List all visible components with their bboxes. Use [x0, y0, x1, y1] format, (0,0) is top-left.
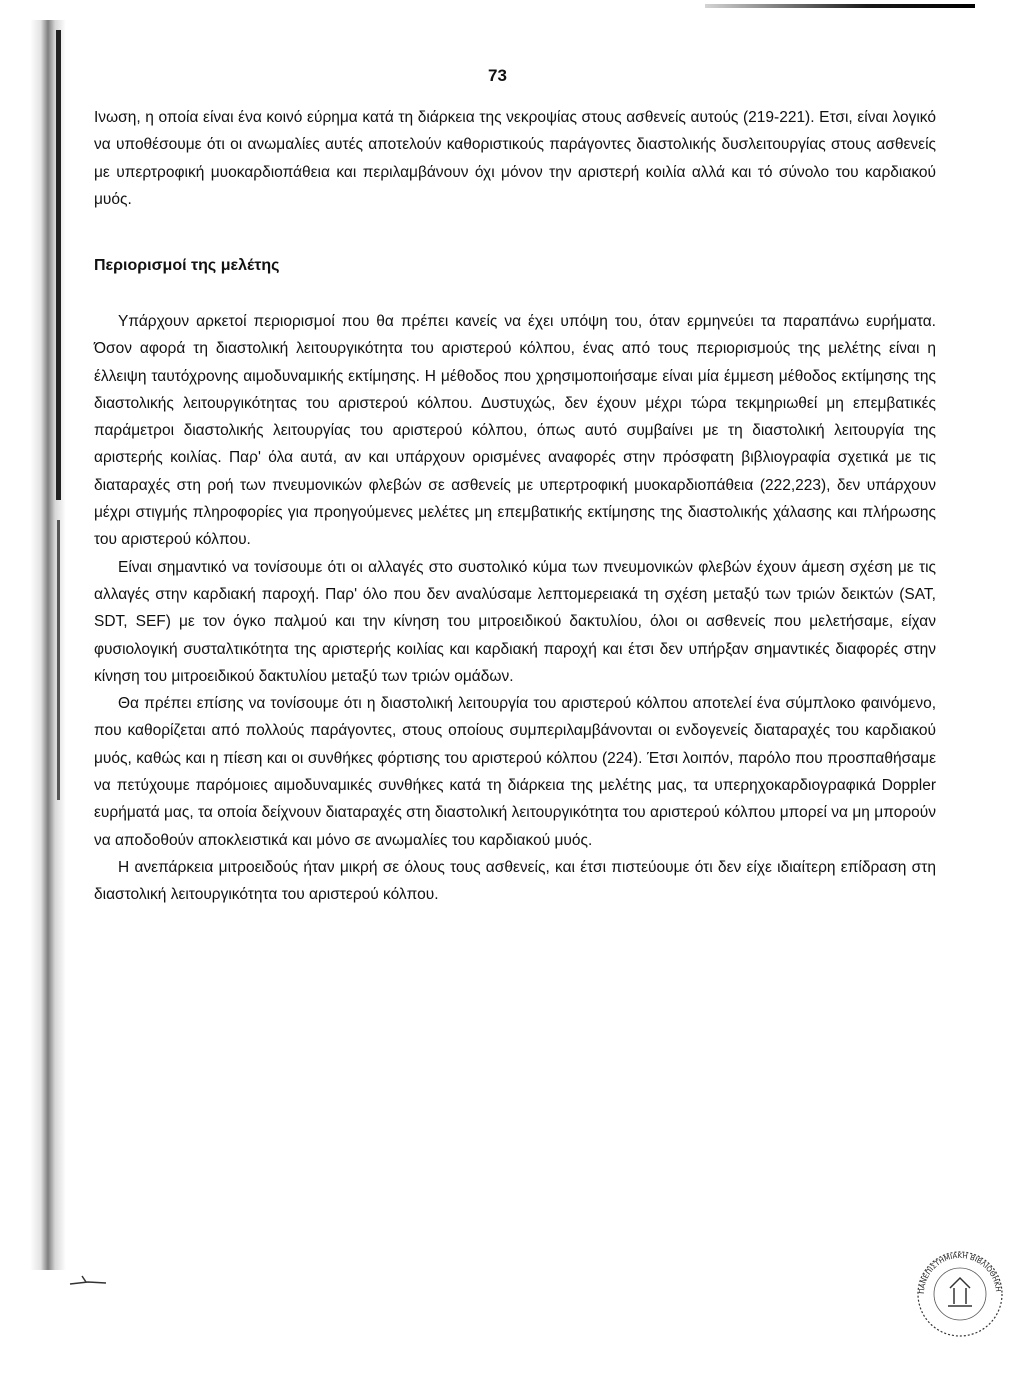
- paragraph-4: Η ανεπάρκεια μιτροειδούς ήταν μικρή σε όλους τους ασθενείς, και έτσι πιστεύουμε ότι δεν είχε ιδιαίτερη επίδραση στη διαστολική λειτουργικότητα του αριστερού κόλπου.: [94, 858, 936, 904]
- binding-line-lower: [57, 520, 60, 800]
- paragraph-2: Είναι σημαντικό να τονίσουμε ότι οι αλλαγές στο συστολικό κύμα των πνευμονικών φλεβών έχουν άμεση σχέση με τις αλλαγές στην καρδιακή παροχή. Παρ' όλο που δεν αναλύσαμε λεπτομερειακά τη σχέση μεταξύ των τριών δεικτών (SAT, SDT, SEF) με τον όγκο παλμού και την κίνηση του μιτροειδικού δακτυλίου, όλοι οι ασθενείς που μελετήσαμε, είχαν φυσιολογική συσταλτικότητα της αριστερής κοιλίας και καρδιακή παροχή και έτσι δεν υπήρξαν σημαντικές διαφορές στην κίνηση του μιτροειδικού δακτυλίου μεταξύ των τριών ομάδων.: [94, 558, 936, 685]
- corner-scan-mark: [68, 1270, 108, 1290]
- paragraph-text: Ινωση, η οποία είναι ένα κοινό εύρημα κατά τη διάρκεια της νεκροψίας στους ασθενείς αυτούς (219-221). Ετσι, είναι λογικό να υποθέσουμε ότι οι ανωμαλίες αυτές αποτελούν καθοριστικούς παράγοντες διαστολικής δυσλειτουργίας στους ασθενείς με υπερτροφική μυοκαρδιοπάθεια και περιλαμβάνουν όχι μόνον την αριστερή κοιλία αλλά και τό σύνολο του καρδιακού μυός.: [94, 109, 936, 208]
- stamp-text: ΠΑΝΕΠΙΣΤΗΜΙΑΚΗ ΒΙΒΛΙΟΘΗΚΗ: [917, 1251, 1002, 1295]
- section-heading: Περιορισμοί της μελέτης: [94, 257, 280, 274]
- library-stamp: [914, 1248, 1006, 1340]
- top-scan-rule: [705, 4, 975, 8]
- page-number: 73: [488, 66, 507, 85]
- section-body: [94, 308, 936, 909]
- opening-paragraph: [94, 104, 936, 213]
- paragraph-3: Θα πρέπει επίσης να τονίσουμε ότι η διαστολική λειτουργία του αριστερού κόλπου αποτελεί ένα σύμπλοκο φαινόμενο, που καθορίζεται από πολλούς παράγοντες, στους οποίους συμπεριλαμβάνονται οι ενδογενείς διαταραχές του καρδιακού μυός, καθώς και η πίεση και οι συνθήκες φόρτισης του αριστερού κόλπου (224). Έτσι λοιπόν, παρόλο που προσπαθήσαμε να πετύχουμε παρόμοιες αιμοδυναμικές συνθήκες κατά τη διάρκεια της μελέτης μας, τα υπερηχοκαρδιογραφικά Doppler ευρήματά μας, τα οποία δείχνουν διαταραχές στη διαστολική λειτουργικότητα του αριστερού κόλπου μπορεί να μη μπορούν να αποδοθούν αποκλειστικά και μόνο σε ανωμαλίες του καρδιακού μυός.: [94, 695, 936, 849]
- binding-line: [56, 30, 61, 500]
- paragraph-1: Υπάρχουν αρκετοί περιορισμοί που θα πρέπει κανείς να έχει υπόψη του, όταν ερμηνεύει τα παραπάνω ευρήματα. Όσον αφορά τη διαστολική λειτουργικότητα του αριστερού κόλπου, ένας από τους περιορισμούς της μελέτης είναι η έλλειψη ταυτόχρονης αιμοδυναμικής εκτίμησης. Η μέθοδος που χρησιμοποιήσαμε είναι μία έμμεση μέθοδος εκτίμησης της διαστολικής λειτουργικότητας του αριστερού κόλπου. Δυστυχώς, δεν έχουν μέχρι τώρα τεκμηριωθεί μη επεμβατικές παράμετροι διαστολικής λειτουργίας του αριστερού κόλπου, όπως αυτό συμβαίνει με τη διαστολική λειτουργία της αριστερής κοιλίας. Παρ' όλα αυτά, αν και υπάρχουν ορισμένες αναφορές στην πρόσφατη βιβλιογραφία σχετικά με τις διαταραχές στη ροή των πνευμονικών φλεβών σε ασθενείς με υπερτροφική μυοκαρδιοπάθεια (222,223), δεν υπάρχουν μέχρι στιγμής πληροφορίες για προηγούμενες μελέτες μη επεμβατικής εκτίμησης της διαστολικής χάλασης και πλήρωσης του αριστερού κόλπου.: [94, 313, 936, 549]
